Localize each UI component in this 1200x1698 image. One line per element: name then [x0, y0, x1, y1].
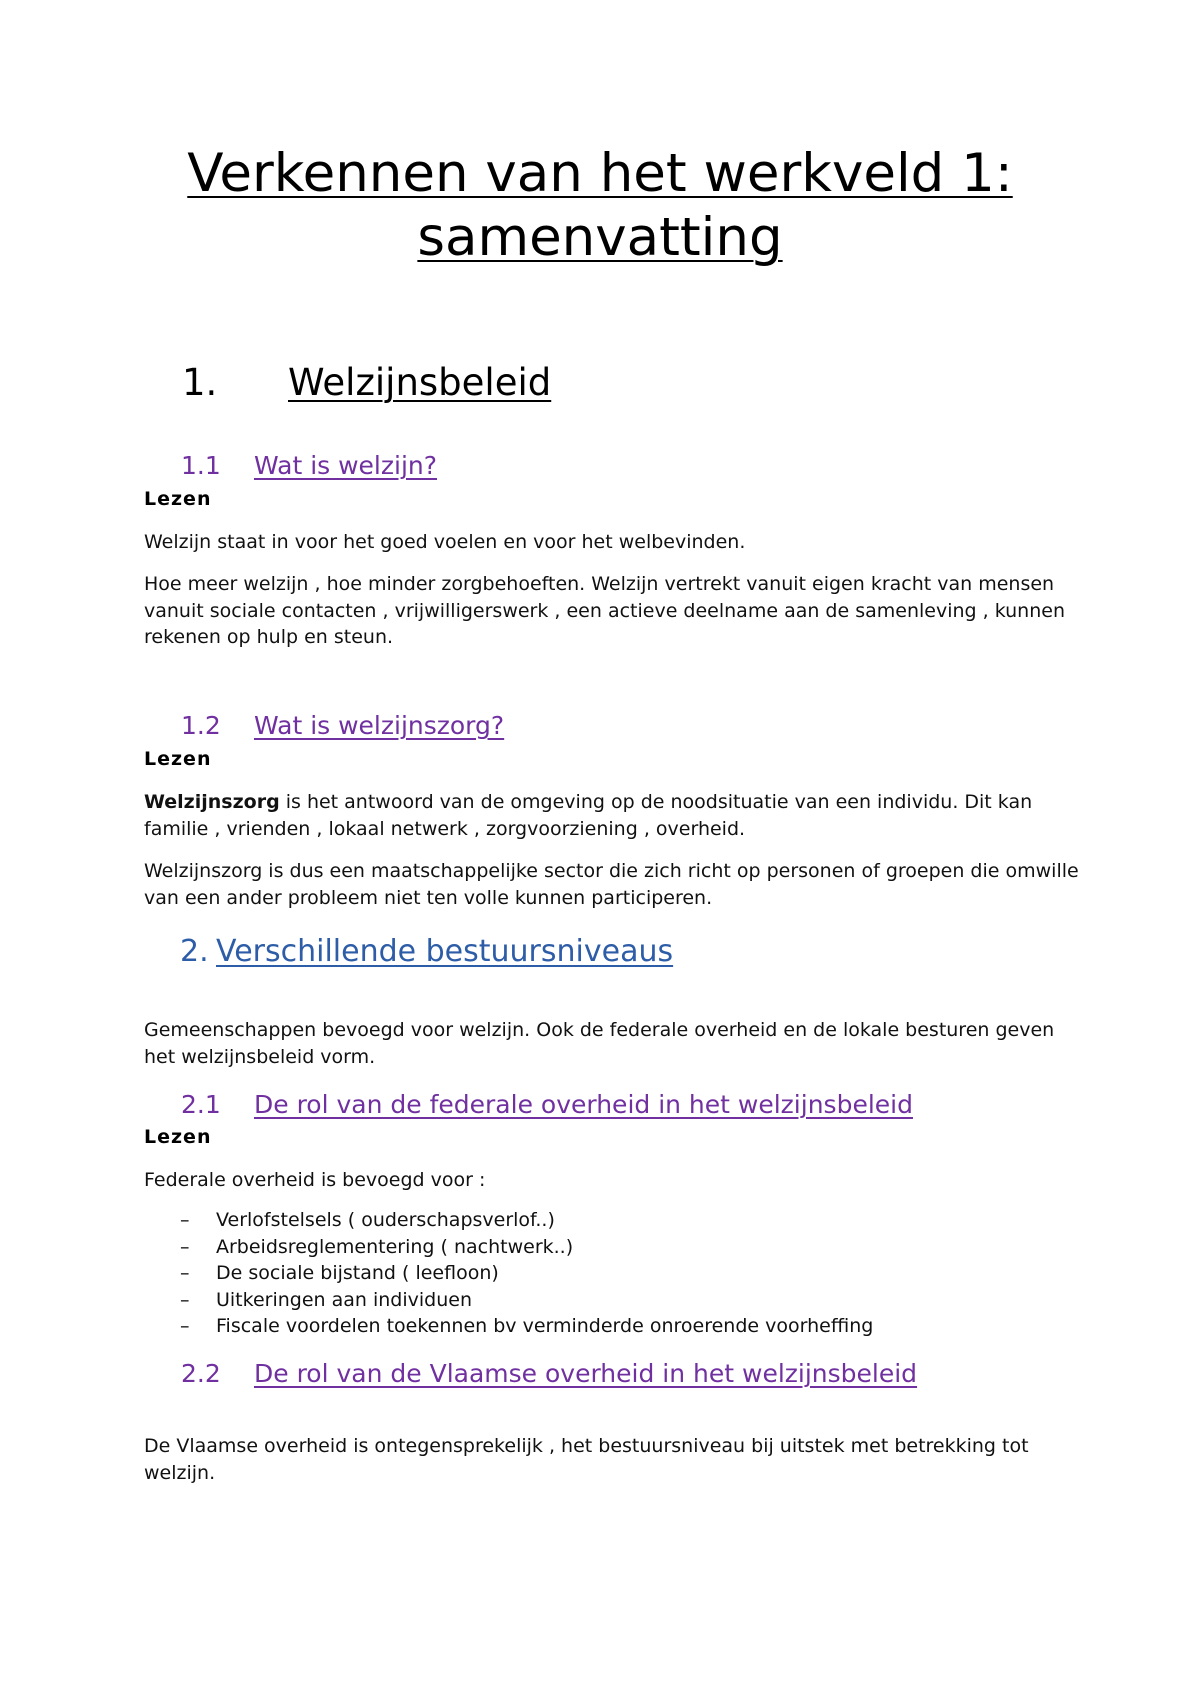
section-2-title: Verschillende bestuursniveaus [216, 934, 674, 969]
section-1-1-title: Wat is welzijn? [254, 451, 438, 480]
section-1-number: 1. [182, 361, 218, 404]
section-2-number: 2. [180, 934, 209, 969]
section-1-title: Welzijnsbeleid [288, 361, 552, 404]
section-1-2-paragraph-1-text: is het antwoord van de omgeving op de noodsituatie van een individu. Dit kan familie , vrienden , lokaal netwerk , zorgvoorziening , overheid. [144, 791, 1033, 840]
section-1-2-heading [181, 709, 504, 743]
section-2-1-title: De rol van de federale overheid in het welzijnsbeleid [254, 1090, 913, 1119]
federal-competences-list [180, 1207, 873, 1340]
section-2-intro: Gemeenschappen bevoegd voor welzijn. Ook de federale overheid en de lokale besturen geven het welzijnsbeleid vorm. [144, 1019, 1055, 1068]
section-2-2-title: De rol van de Vlaamse overheid in het welzijnsbeleid [254, 1359, 918, 1388]
section-1-2-number: 1.2 [181, 711, 221, 740]
document-title-text: Verkennen van het werkveld 1: samenvatting [187, 143, 1013, 268]
list-item: – Fiscale voordelen toekennen bv verminderde onroerende voorheffing [180, 1313, 873, 1340]
section-2-2-heading [181, 1357, 917, 1391]
section-2-1-number: 2.1 [181, 1090, 221, 1119]
section-1-1-paragraph-2: Hoe meer welzijn , hoe minder zorgbehoeften. Welzijn vertrekt vanuit eigen kracht van mensen vanuit sociale contacten , vrijwilligerswerk , een actieve deelname aan de samenleving , kunnen rekenen op hulp en steun. [144, 573, 1065, 648]
section-2-1-label: Lezen [144, 1126, 212, 1148]
section-2-1-intro: Federale overheid is bevoegd voor : [144, 1169, 486, 1191]
section-1-1-paragraph-1: Welzijn staat in voor het goed voelen en voor het welbevinden. [144, 531, 746, 553]
section-2-2-paragraph: De Vlaamse overheid is ontegensprekelijk , het bestuursniveau bij uitstek met betrekking tot welzijn. [144, 1435, 1029, 1484]
section-1-1-heading [181, 449, 437, 483]
list-item: – De sociale bijstand ( leefloon) [180, 1260, 873, 1287]
section-1-1-number: 1.1 [181, 451, 221, 480]
section-1-2-label: Lezen [144, 748, 212, 770]
section-2-2-number: 2.2 [181, 1359, 221, 1388]
section-2-heading [180, 932, 673, 972]
section-1-2-paragraph-1 [144, 789, 1084, 842]
welzijnszorg-term: Welzijnszorg [144, 791, 280, 813]
list-item: – Arbeidsreglementering ( nachtwerk..) [180, 1234, 873, 1261]
document-title [0, 142, 1200, 270]
section-1-2-paragraph-2: Welzijnszorg is dus een maatschappelijke sector die zich richt op personen of groepen die omwille van een ander probleem niet ten volle kunnen participeren. [144, 860, 1079, 909]
list-item: – Uitkeringen aan individuen [180, 1287, 873, 1314]
section-1-1-label: Lezen [144, 488, 212, 510]
list-item: – Verlofstelsels ( ouderschapsverlof..) [180, 1207, 873, 1234]
section-2-1-heading [181, 1088, 913, 1122]
section-1-heading [182, 360, 551, 406]
section-1-2-title: Wat is welzijnszorg? [254, 711, 505, 740]
